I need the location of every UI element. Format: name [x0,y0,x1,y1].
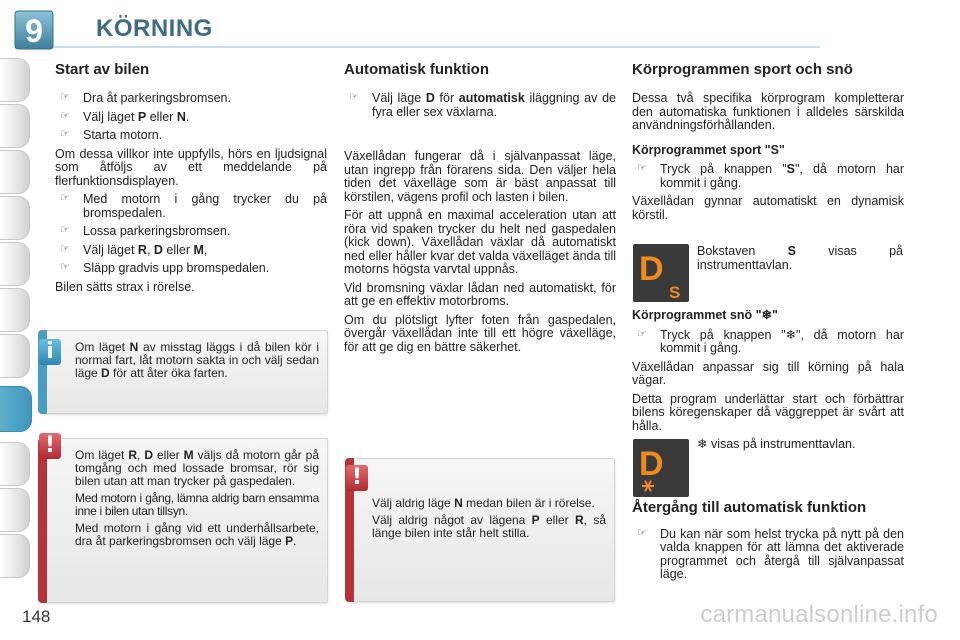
text-run: , så länge bilen inte står helt stilla. [372,512,606,540]
start-heading: Start av bilen [55,61,150,78]
snow-paragraph-2: Detta program underlättar start och förbättrar bilens köregenskaper då väggreppet är svårt att hålla. [632,391,904,433]
return-section [632,500,904,587]
warning-icon: ! [346,465,368,491]
bullet-arrow-icon: ☞ [637,327,647,340]
text-run: . [293,533,297,548]
bold-term: S [787,244,797,258]
bold-term: D [153,242,163,257]
step-item [55,193,327,220]
bold-term: M [183,448,194,462]
chapter-tab[interactable] [0,442,30,486]
warning-box-1 [44,433,328,603]
sport-indicator: S [669,283,681,302]
info-box-text [75,341,319,380]
text-run: visas på instrumenttavlan. [697,244,903,272]
sport-display [633,244,689,302]
bold-term: N [176,109,186,124]
info-icon: i [39,339,61,365]
text-run: Om läget [75,340,130,354]
bullet-arrow-icon: ☞ [637,162,647,175]
text-run: Starta motorn. [83,128,163,143]
chapter-tab[interactable] [0,242,30,286]
sport-caption [697,245,903,278]
bold-term: R [575,512,584,527]
text-run: för att åter öka farten. [109,365,228,380]
text-run: medan bilen är i rörelse. [462,496,595,510]
snow-section [632,309,904,438]
return-step-text: Du kan när som helst trycka på nytt på den valda knappen för att lämna det aktiverade programmet och återgå till självanpassat läge. [660,526,904,582]
snow-caption: ❄ visas på instrumenttavlan. [697,437,856,451]
snow-title: Körprogrammet snö "❄" [632,308,778,322]
bullet-arrow-icon: ☞ [60,91,70,104]
bold-term: N [129,340,139,354]
bold-term: R [128,448,138,462]
bold-term: R [137,242,147,257]
sport-snow-heading: Körprogrammen sport och snö [632,61,853,78]
sport-step [632,163,904,190]
text-run: ", då motorn har kommit i gång. [660,162,905,190]
text-run: Välj aldrig något av lägena [372,512,532,527]
bold-term: P [531,512,540,527]
text-run: Dra åt parkeringsbromsen. [83,91,231,106]
text-run: väljs då motorn går på tomgång och med lossade bromsar, rör sig bilen utan att man trycker på gaspedalen. [75,448,320,488]
text-run: Välj läget [83,242,138,257]
start-closing: Bilen sätts strax i rörelse. [55,279,195,294]
snow-paragraph-1: Växellådan anpassar sig till körning på hala vägar. [632,359,904,387]
text-run: Med motorn i gång trycker du på bromspedalen. [83,192,327,220]
chapter-tab[interactable] [0,534,30,578]
page-number: 148 [22,607,51,626]
warning-box-2 [353,458,615,602]
warning-1-paragraph-3 [75,522,319,548]
text-run: eller [162,242,194,257]
auto-paragraph-4: Om du plötsligt lyfter foten från gaspedalen, övergår växellådan inte till ett högre växelläge, för att ge dig en bättre säkerhet. [344,312,616,354]
warning-2-paragraph-2 [372,514,606,540]
start-section [55,62,327,299]
step-item [55,111,327,125]
return-heading: Återgång till automatisk funktion [632,499,867,516]
text-run: Med motorn i gång vid ett underhållsarbete, dra åt parkeringsbromsen och välj läge [75,520,319,548]
auto-section [344,62,616,359]
step-item [55,129,327,143]
auto-paragraph-2: För att uppnå en maximal acceleration utan att röra vid spaken trycker du helt ned gaspedalen (kick down). Växellådan växlar då automatiskt ned eller håller kvar det valda växelläget ända till motorns högsta varvtal uppnås. [344,208,616,277]
text-run: , [146,242,154,257]
chapter-number-badge [14,10,54,50]
text-run: Tryck på knappen " [660,162,787,177]
text-run: Om läget [75,448,129,462]
auto-paragraph-3: Vid bromsning växlar lådan ned automatiskt, för att ge en effektiv motorbroms. [344,280,616,309]
chapter-tab[interactable] [0,488,30,532]
text-run: Lossa parkeringsbromsen. [83,224,231,239]
chapter-tab[interactable] [0,288,30,332]
chapter-tab[interactable] [0,196,30,240]
warning-1-paragraph-1 [75,449,319,488]
bold-term: D [425,91,435,106]
text-run: iläggning av de fyra eller sex växlarna. [372,91,616,119]
bold-term: D [101,365,110,380]
bullet-arrow-icon: ☞ [60,261,70,274]
bullet-arrow-icon: ☞ [349,91,359,104]
chapter-tab[interactable] [0,150,30,194]
chapter-tab[interactable] [0,104,30,148]
header-rule [50,46,820,48]
bold-term: N [454,496,463,510]
chapter-tab-active[interactable] [0,386,32,432]
warning-box-edge [38,438,47,603]
warning-icon: ! [39,433,61,459]
snow-step [632,329,904,356]
text-run: Välj aldrig läge [372,496,455,510]
bullet-arrow-icon: ☞ [60,109,70,122]
sport-snow-section [632,62,904,227]
auto-step [344,92,616,119]
return-step [632,528,904,582]
bullet-arrow-icon: ☞ [60,242,70,255]
snow-step-text: Tryck på knappen "❄", då motorn har kommit i gång. [660,327,904,355]
step-item [55,92,327,106]
bold-term: P [285,533,294,548]
bullet-arrow-icon: ☞ [60,192,70,205]
bold-term: P [137,109,147,124]
text-run: av misstag läggs i då bilen kör i normal fart, låt motorn sakta in och välj sedan läge [75,340,319,380]
text-run: , [137,448,145,462]
step-item [55,225,327,239]
text-run: eller [146,109,177,124]
chapter-number: 9 [25,13,43,49]
chapter-title: KÖRNING [96,15,213,42]
gear-indicator-d: D [639,445,664,483]
step-item [55,244,327,258]
text-run: Välj läge [372,91,426,106]
chapter-tab[interactable] [0,58,30,102]
bullet-arrow-icon: ☞ [60,128,70,141]
text-run: Släpp gradvis upp bromspedalen. [83,261,270,276]
watermark: carmanualsonline.info [700,601,938,628]
text-run: , [203,242,208,257]
warning-2-paragraph-1 [372,497,606,510]
snow-display [633,439,689,497]
bullet-arrow-icon: ☞ [637,526,647,539]
sport-snow-intro: Dessa två specifika körprogram kompletterar den automatiska funktionen i alldeles särskilda användningsförhållanden. [632,91,904,133]
text-run: Bokstaven [697,244,788,258]
sport-title: Körprogrammet sport "S" [632,142,785,157]
text-run: Välj läget [83,109,138,124]
start-steps-b [55,193,327,276]
info-box [46,330,328,414]
text-run: för [434,91,459,106]
bold-term: D [144,448,154,462]
warning-1-paragraph-2: Med motorn i gång, lämna aldrig barn ensamma inne i bilen utan tillsyn. [75,490,319,518]
gear-indicator-d: D [639,250,664,288]
bold-term: M [193,242,204,257]
text-run: . [185,109,190,124]
bold-term: automatisk [458,91,525,106]
start-paragraph: Om dessa villkor inte uppfylls, hörs en ljudsignal som åtföljs av ett meddelande på flerfunktionsdisplayen. [55,146,327,188]
auto-paragraph-1: Växellådan fungerar då i självanpassat läge, utan ingrepp från förarens sida. Den väljer hela tiden det växelläge som är bäst anpassat till körstilen, vägens profil och lasten i bilen. [344,149,616,204]
sport-paragraph: Växellådan gynnar automatiskt en dynamisk körstil. [632,194,904,222]
text-run: eller [539,512,575,527]
bullet-arrow-icon: ☞ [60,224,70,237]
start-steps-a [55,92,327,143]
chapter-tab[interactable] [0,334,30,378]
auto-heading: Automatisk funktion [344,61,489,78]
text-run: eller [153,448,184,462]
bold-term: S [786,162,795,177]
step-item [55,262,327,276]
